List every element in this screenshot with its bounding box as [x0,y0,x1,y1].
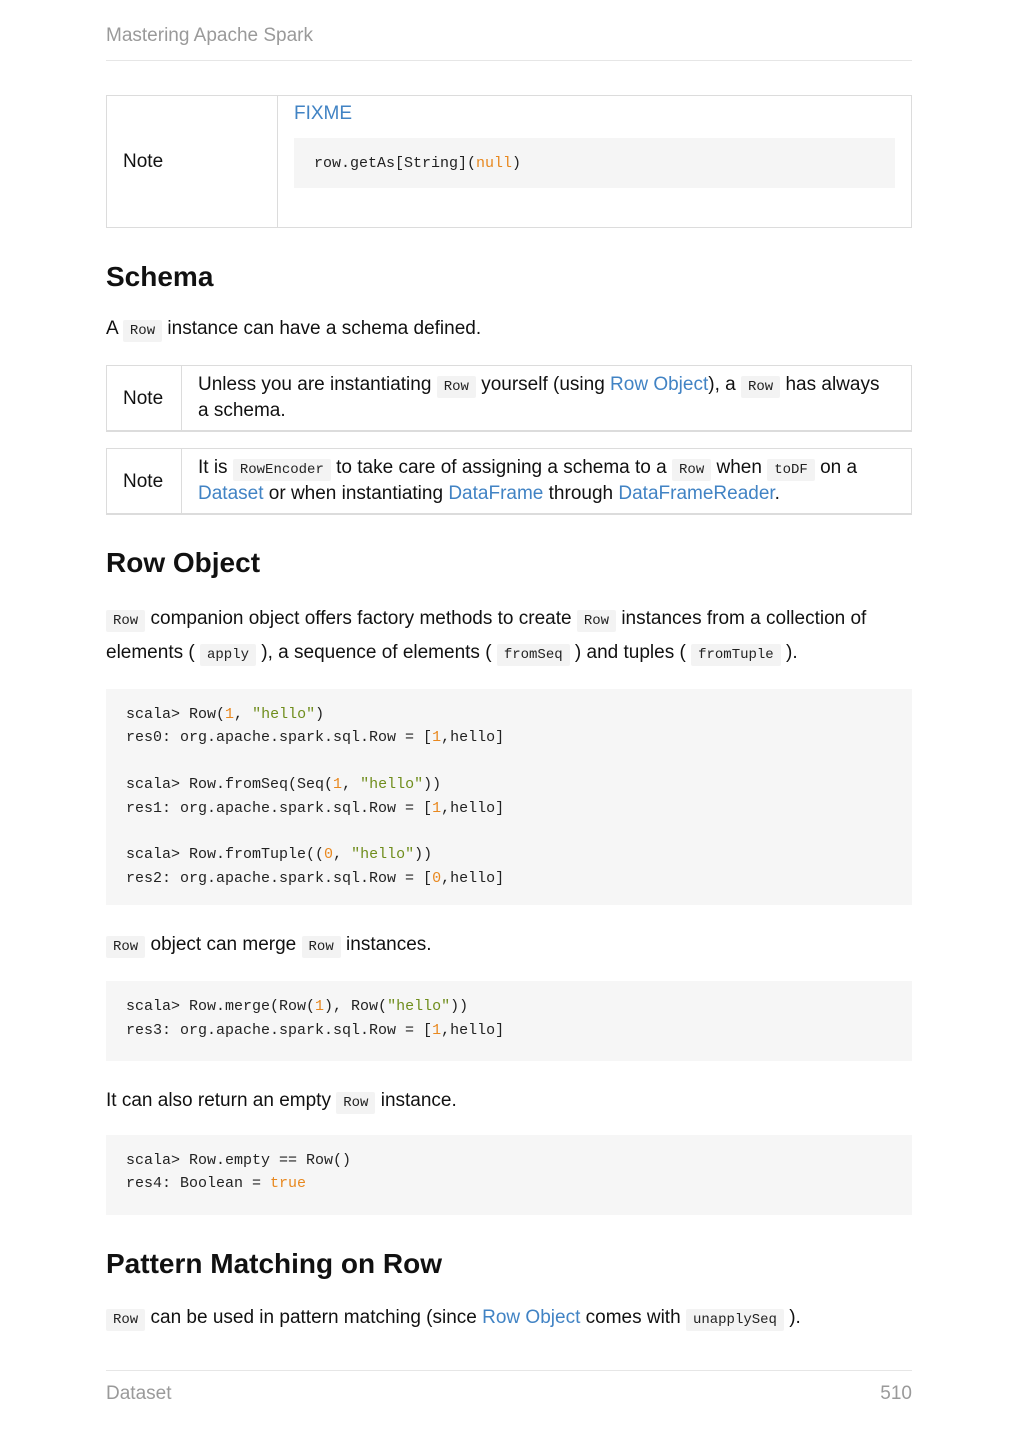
footer-divider [106,1370,912,1371]
inline-code: apply [200,644,256,666]
note-body [278,96,911,227]
inline-code: RowEncoder [233,459,331,481]
inline-code: Row [336,1092,375,1114]
pattern-heading: Pattern Matching on Row [106,1247,442,1279]
row-object-heading: Row Object [106,547,261,578]
fixme-note [106,95,912,228]
dataframe-link[interactable]: DataFrame [448,483,544,504]
schema-intro: A Row instance can have a schema defined. [106,313,912,347]
fixme-code-block [294,138,895,188]
pattern-intro: Row can be used in pattern matching (since Row Object comes with unapplySeq ). [106,1302,912,1336]
page-content [106,95,912,1336]
schema-heading: Schema [106,261,214,292]
dataframereader-link[interactable]: DataFrameReader [618,483,775,504]
book-title: Mastering Apache Spark [106,25,314,46]
inline-code: Row [672,459,711,481]
inline-code: Row [577,610,616,632]
row-object-link[interactable]: Row Object [610,374,709,395]
code-block-row-empty: scala> Row.empty == Row() res4: Boolean = true [106,1135,912,1215]
code-block-row-merge: scala> Row.merge(Row(1), Row("hello")) res3: org.apache.spark.sql.Row = [1,hello] [106,981,912,1061]
inline-code: Row [741,376,780,398]
inline-code: Row [106,1309,145,1331]
note-body: It is RowEncoder to take care of assigning a schema to a Row when toDF on a Dataset or when instantiating DataFrame through DataFrameReader. [198,457,858,504]
inline-code: Row [106,610,145,632]
note-label: Note [107,96,278,227]
inline-code: toDF [767,459,815,481]
code-keyword: null [476,154,513,172]
page-number: 510 [880,1383,912,1404]
inline-code: unapplySeq [686,1309,784,1331]
code-text: ) [512,154,522,172]
dataset-link[interactable]: Dataset [198,483,264,504]
row-object-link[interactable]: Row Object [482,1306,581,1328]
inline-code: fromTuple [691,644,781,666]
header-divider [106,60,912,61]
code-text: row.getAs[String]( [314,154,477,172]
inline-code: Row [106,936,145,958]
note-body: Unless you are instantiating Row yourself (using Row Object), a Row has always a schema. [198,374,880,421]
empty-text: It can also return an empty Row instance. [106,1085,912,1119]
code-block-row-create: scala> Row(1, "hello") res0: org.apache.spark.sql.Row = [1,hello] scala> Row.fromSeq(Seq(1, "hello")) res1: org.apache.spark.sql.Row = [1,hello] scala> Row.fromTuple((0, "hello")) res2: org.apache.spark.sql.Row = [0,hello] [106,689,912,905]
footer-section-name: Dataset [106,1383,172,1404]
fixme-link[interactable]: FIXME [294,103,353,124]
inline-code: fromSeq [497,644,570,666]
schema-note-2 [106,448,912,515]
note-label: Note [107,366,182,430]
note-label: Note [107,449,182,513]
inline-code: Row [437,376,476,398]
inline-code: Row [302,936,341,958]
inline-code: Row [123,320,162,342]
schema-note-1 [106,365,912,432]
row-object-intro: Row companion object offers factory methods to create Row instances from a collection of elements ( apply ), a sequence of elements ( fromSeq ) and tuples ( fromTuple ). [106,603,912,671]
merge-text: Row object can merge Row instances. [106,929,912,963]
